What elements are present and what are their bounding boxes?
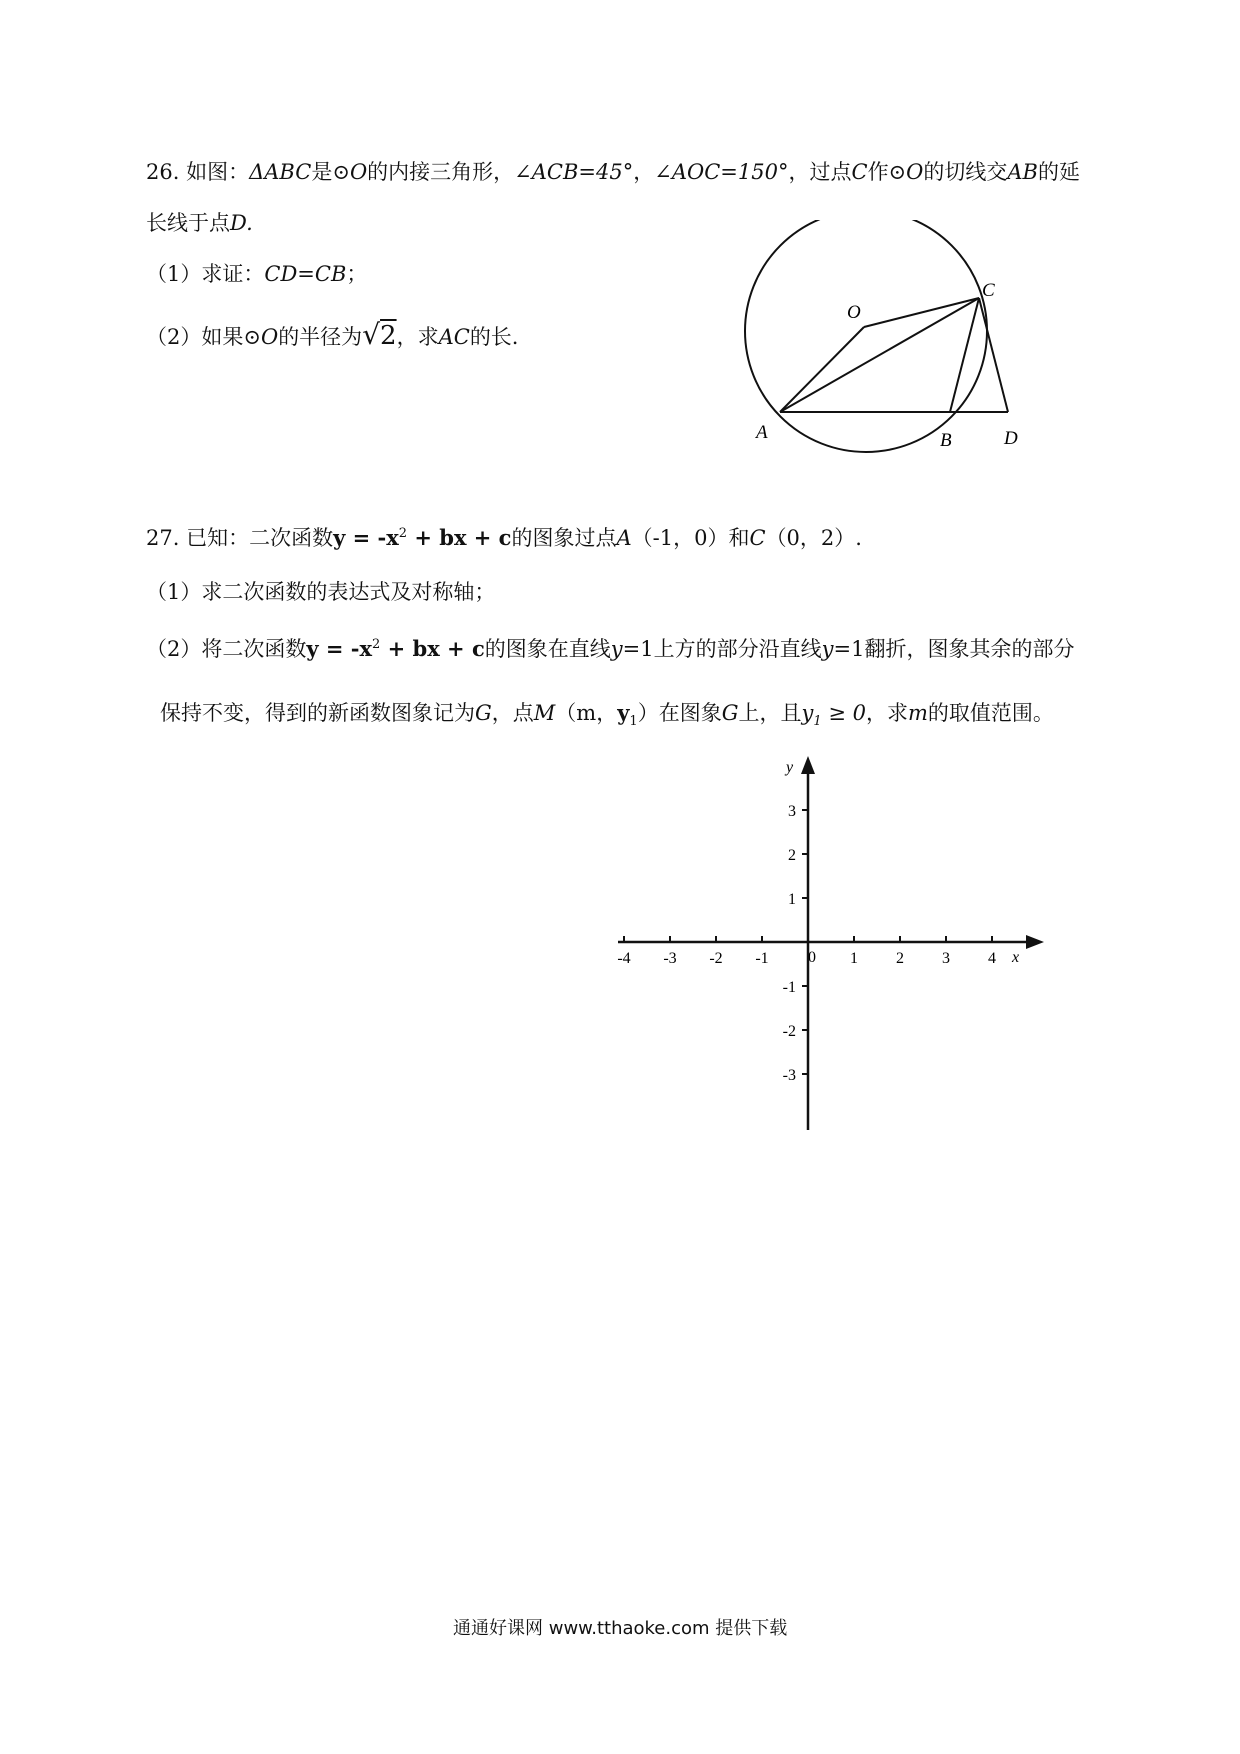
q26-text: 的半径为 xyxy=(278,325,363,349)
label-a: A xyxy=(756,422,768,443)
y-tick-label: 2 xyxy=(788,847,796,864)
q27-coord-c: （0，2）. xyxy=(765,526,862,550)
func-tail: + bx + c xyxy=(407,525,512,550)
q26-circle-o: O xyxy=(260,325,279,349)
segment-ac xyxy=(780,298,979,412)
q26-text: 的延 xyxy=(1038,160,1080,184)
q26-part2 xyxy=(146,318,519,352)
x-tick-label: 3 xyxy=(942,950,950,967)
q26-text: 长线于点 xyxy=(146,211,230,235)
label-d: D xyxy=(1004,428,1018,449)
func-x: x xyxy=(386,525,399,550)
q27-part1-text: （1）求二次函数的表达式及对称轴； xyxy=(146,580,496,604)
segment-cb xyxy=(950,298,979,412)
axis-ticks xyxy=(617,803,996,1084)
q27-text: （2）将二次函数 xyxy=(146,637,307,661)
q27-text: 的图象过点 xyxy=(511,526,617,550)
y-axis-label: y xyxy=(786,759,794,776)
q26-seg-ac: AC xyxy=(438,325,470,349)
var-y: y xyxy=(821,637,834,661)
y-tick-label: -3 xyxy=(782,1067,796,1084)
q26-triangle: ΔABC xyxy=(249,160,312,184)
q26-line1 xyxy=(146,160,1080,185)
q26-text: ， xyxy=(633,160,655,184)
q26-text: 的内接三角形， xyxy=(367,160,515,184)
segment-oc xyxy=(864,298,979,327)
q27-text: 上方的部分沿直线 xyxy=(653,637,822,661)
q26-angle-acb: ∠ACB=45° xyxy=(514,160,634,184)
q26-part1-label: （1）求证： xyxy=(146,262,265,286)
func-exponent: 2 xyxy=(372,637,381,652)
q26-text: 是⊙ xyxy=(311,160,350,184)
label-b: B xyxy=(940,430,952,451)
x-tick-label: 4 xyxy=(988,950,996,967)
q27-text: 上，且 xyxy=(738,701,802,725)
q27-text: 的取值范围。 xyxy=(927,701,1054,725)
var-m: m xyxy=(907,701,928,725)
x-tick-label: -1 xyxy=(755,950,769,967)
q27-axes xyxy=(600,750,1060,1130)
circle-o xyxy=(745,220,987,452)
q26-line2 xyxy=(146,211,253,236)
func-eq: = - xyxy=(318,636,360,661)
func-x: x xyxy=(359,636,373,661)
q27-line3 xyxy=(160,700,1054,730)
q27-text: （m， xyxy=(555,701,618,725)
q26-part2-label: （2）如果⊙ xyxy=(146,325,261,349)
y1-sub: 1 xyxy=(629,714,638,730)
q27-text: ）在图象 xyxy=(637,701,722,725)
y-axis-arrow xyxy=(801,756,815,774)
func-y: y xyxy=(333,525,346,550)
q26-text: 的切线交 xyxy=(923,160,1008,184)
q27-text: 已知：二次函数 xyxy=(186,526,334,550)
y-tick-label: 3 xyxy=(788,803,796,820)
q27-text: 保持不变，得到的新函数图象记为 xyxy=(160,701,475,725)
y-tick-label: -1 xyxy=(782,979,796,996)
q27-part2 xyxy=(146,636,1074,662)
segment-cd xyxy=(979,298,1008,412)
q26-point-c: C xyxy=(851,160,868,184)
q26-circle-o: O xyxy=(349,160,368,184)
x-tick-label: -3 xyxy=(663,950,677,967)
q27-text: =1 xyxy=(833,637,865,661)
q27-line1 xyxy=(146,525,862,551)
label-c: C xyxy=(982,280,995,301)
q26-text: ； xyxy=(346,262,368,286)
y-tick-label: -2 xyxy=(782,1023,796,1040)
x-tick-label: 2 xyxy=(896,950,904,967)
q26-text: 作⊙ xyxy=(867,160,907,184)
q26-text: ，求 xyxy=(396,325,439,349)
q27-number: 27. xyxy=(146,526,180,550)
ineq-value: ≥ 0 xyxy=(821,701,866,725)
y1-y: y xyxy=(617,700,630,725)
q26-angle-aoc: ∠AOC=150° xyxy=(654,160,789,184)
q27-point-a: A xyxy=(616,526,632,550)
graph-g: G xyxy=(721,701,739,725)
sqrt-sign: √ xyxy=(362,318,381,351)
y-tick-label: 1 xyxy=(788,891,796,908)
q26-point-d: D. xyxy=(230,211,253,235)
func-y: y xyxy=(306,636,319,661)
q27-part1 xyxy=(146,580,495,605)
func-eq: = - xyxy=(345,525,387,550)
var-y: y xyxy=(610,637,623,661)
func-tail: + bx + c xyxy=(380,636,485,661)
q26-seg-ab: AB xyxy=(1007,160,1038,184)
q26-text: 如图： xyxy=(186,160,250,184)
ineq-y: y xyxy=(801,701,814,725)
point-m: M xyxy=(533,701,556,725)
graph-g: G xyxy=(475,701,492,725)
x-tick-label: -4 xyxy=(617,950,631,967)
func-exponent: 2 xyxy=(398,526,408,541)
q26-text: ，过点 xyxy=(788,160,852,184)
x-tick-label: 1 xyxy=(850,950,858,967)
x-axis-arrow xyxy=(1026,935,1044,949)
q26-number: 26. xyxy=(146,160,180,184)
q27-point-c: C xyxy=(749,526,766,550)
q27-text: ，点 xyxy=(491,701,534,725)
x-tick-label: -2 xyxy=(709,950,723,967)
q26-circle-o: O xyxy=(906,160,924,184)
q27-text: ，求 xyxy=(865,701,908,725)
q27-text: 翻折，图象其余的部分 xyxy=(864,637,1075,661)
segment-ao xyxy=(780,327,864,412)
label-o: O xyxy=(847,302,861,323)
origin-label: 0 xyxy=(808,949,816,966)
sqrt-value: 2 xyxy=(380,321,397,351)
ineq-sub: 1 xyxy=(813,714,822,730)
q26-part1 xyxy=(146,262,367,287)
q26-figure xyxy=(740,220,1050,460)
footer-source: 通通好课网 www.tthaoke.com 提供下载 xyxy=(453,1618,788,1639)
x-axis-label: x xyxy=(1012,949,1020,966)
q26-text: 的长. xyxy=(469,325,519,349)
q27-text: =1 xyxy=(622,637,654,661)
q26-part1-eq: CD=CB xyxy=(264,262,347,286)
q27-coord-a: （-1，0）和 xyxy=(631,526,750,550)
q27-text: 的图象在直线 xyxy=(484,637,611,661)
